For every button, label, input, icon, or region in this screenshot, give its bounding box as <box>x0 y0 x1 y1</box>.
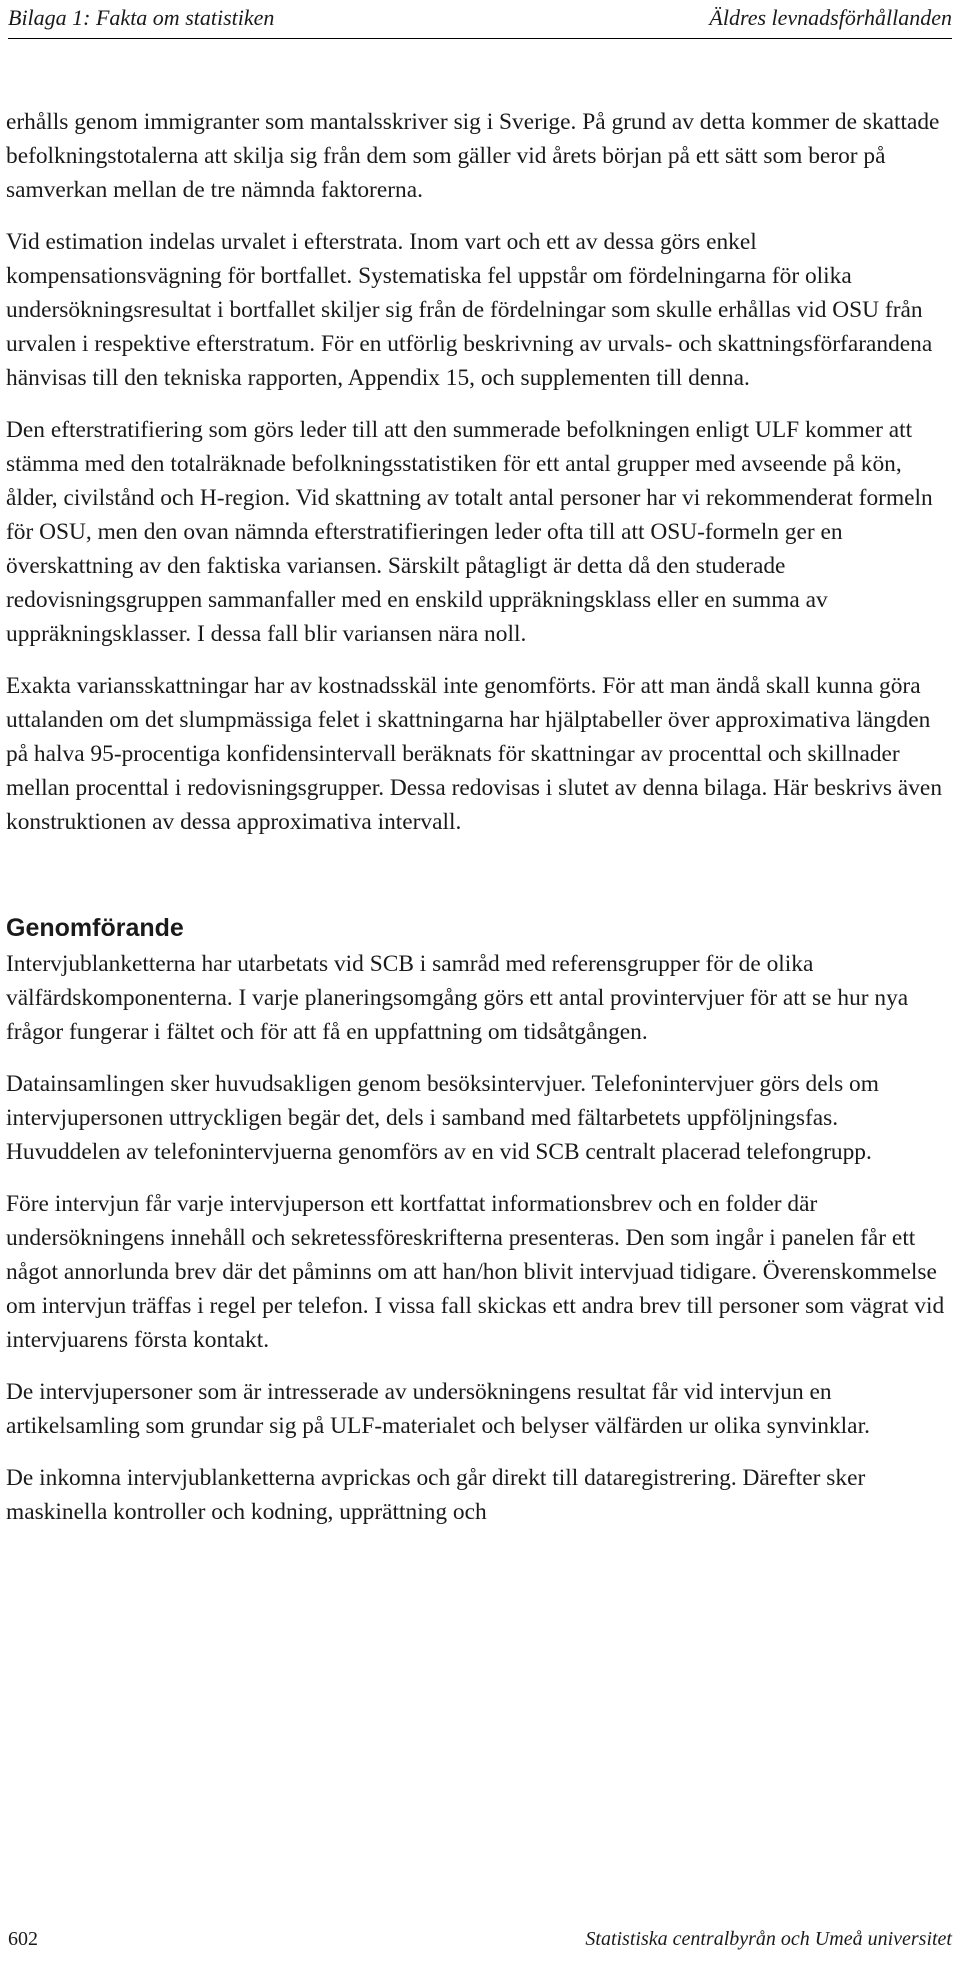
paragraph-9: De inkomna intervjublanketterna avprickas och går direkt till dataregistrering. Därefter sker maskinella kontroller och kodning, upprättning och <box>6 1465 866 1525</box>
paragraph-8: De intervjupersoner som är intresserade av undersökningens resultat får vid intervjun en artikelsamling som grundar sig på ULF-materialet och belyser välfärden ur olika synvinklar. <box>6 1379 870 1439</box>
paragraph-7: Före intervjun får varje intervjuperson ett kortfattat informationsbrev och en folder där undersökningens innehåll och sekretessföreskrifterna presenteras. Den som ingår i panelen får ett något annorlunda brev där det påminns om att han/hon blivit intervjuad tidigare. Överenskommelse om intervjun träffas i regel per telefon. I vissa fall skickas ett andra brev till personer som vägrat vid intervjuarens första kontakt. <box>6 1191 945 1353</box>
header-chapter-title: Bilaga 1: Fakta om statistiken <box>8 5 275 30</box>
paragraph-1: erhålls genom immigranter som mantalsskriver sig i Sverige. På grund av detta kommer de skattade befolkningstotalerna att skilja sig från dem som gäller vid årets början på ett sätt som beror på samverkan mellan de tre nämnda faktorerna. <box>6 109 940 203</box>
footer-publisher: Statistiska centralbyrån och Umeå universitet <box>585 1928 952 1950</box>
paragraph-2: Vid estimation indelas urvalet i efterstrata. Inom vart och ett av dessa görs enkel kompensationsvägning för bortfallet. Systematiska fel uppstår om fördelningarna för olika undersökningsresultat i bortfallet skiljer sig från de fördelningar som skulle erhållas vid OSU från urvalen i respektive efterstratum. För en utförlig beskrivning av urvals- och skattningsförfarandena hänvisas till den tekniska rapporten, Appendix 15, och supplementen till denna. <box>6 229 933 391</box>
page-number: 602 <box>8 1928 38 1950</box>
paragraph-3: Den efterstratifiering som görs leder till att den summerade befolkningen enligt ULF kommer att stämma med den totalräknade befolkningsstatistiken för ett antal grupper med avseende på kön, ålder, civilstånd och H-region. Vid skattning av totalt antal personer har vi rekommenderat formeln för OSU, men den ovan nämnda efterstratifieringen leder ofta till att OSU-formeln ger en överskattning av den faktiska variansen. Särskilt påtagligt är detta då den studerade redovisningsgruppen sammanfaller med en enskild uppräkningsklass eller en summa av uppräkningsklasser. I dessa fall blir variansen nära noll. <box>6 417 933 647</box>
paragraph-6: Datainsamlingen sker huvudsakligen genom besöksintervjuer. Telefonintervjuer görs dels om intervjupersonen uttryckligen begär det, dels i samband med fältarbetets uppföljningsfas. Huvuddelen av telefonintervjuerna genomförs av en vid SCB centralt placerad telefongrupp. <box>6 1071 879 1165</box>
page-body <box>6 105 954 1547</box>
section-heading: Genomförande <box>6 914 184 942</box>
header-document-title: Äldres levnadsförhållanden <box>709 5 952 30</box>
paragraph-5: Intervjublanketterna har utarbetats vid SCB i samråd med referensgrupper för de olika välfärdskomponenterna. I varje planeringsomgång görs ett antal provintervjuer för att se hur nya frågor fungerar i fältet och för att få en uppfattning om tidsåtgången. <box>6 951 909 1045</box>
paragraph-4: Exakta variansskattningar har av kostnadsskäl inte genomförts. För att man ändå skall kunna göra uttalanden om det slumpmässiga felet i skattningarna har hjälptabeller över approximativa längden på halva 95-procentiga konfidensintervall beräknats för skattningar av procenttal och skillnader mellan procenttal i redovisningsgrupper. Dessa redovisas i slutet av denna bilaga. Här beskrivs även konstruktionen av dessa approximativa intervall. <box>6 673 943 835</box>
page-header <box>8 2 952 39</box>
